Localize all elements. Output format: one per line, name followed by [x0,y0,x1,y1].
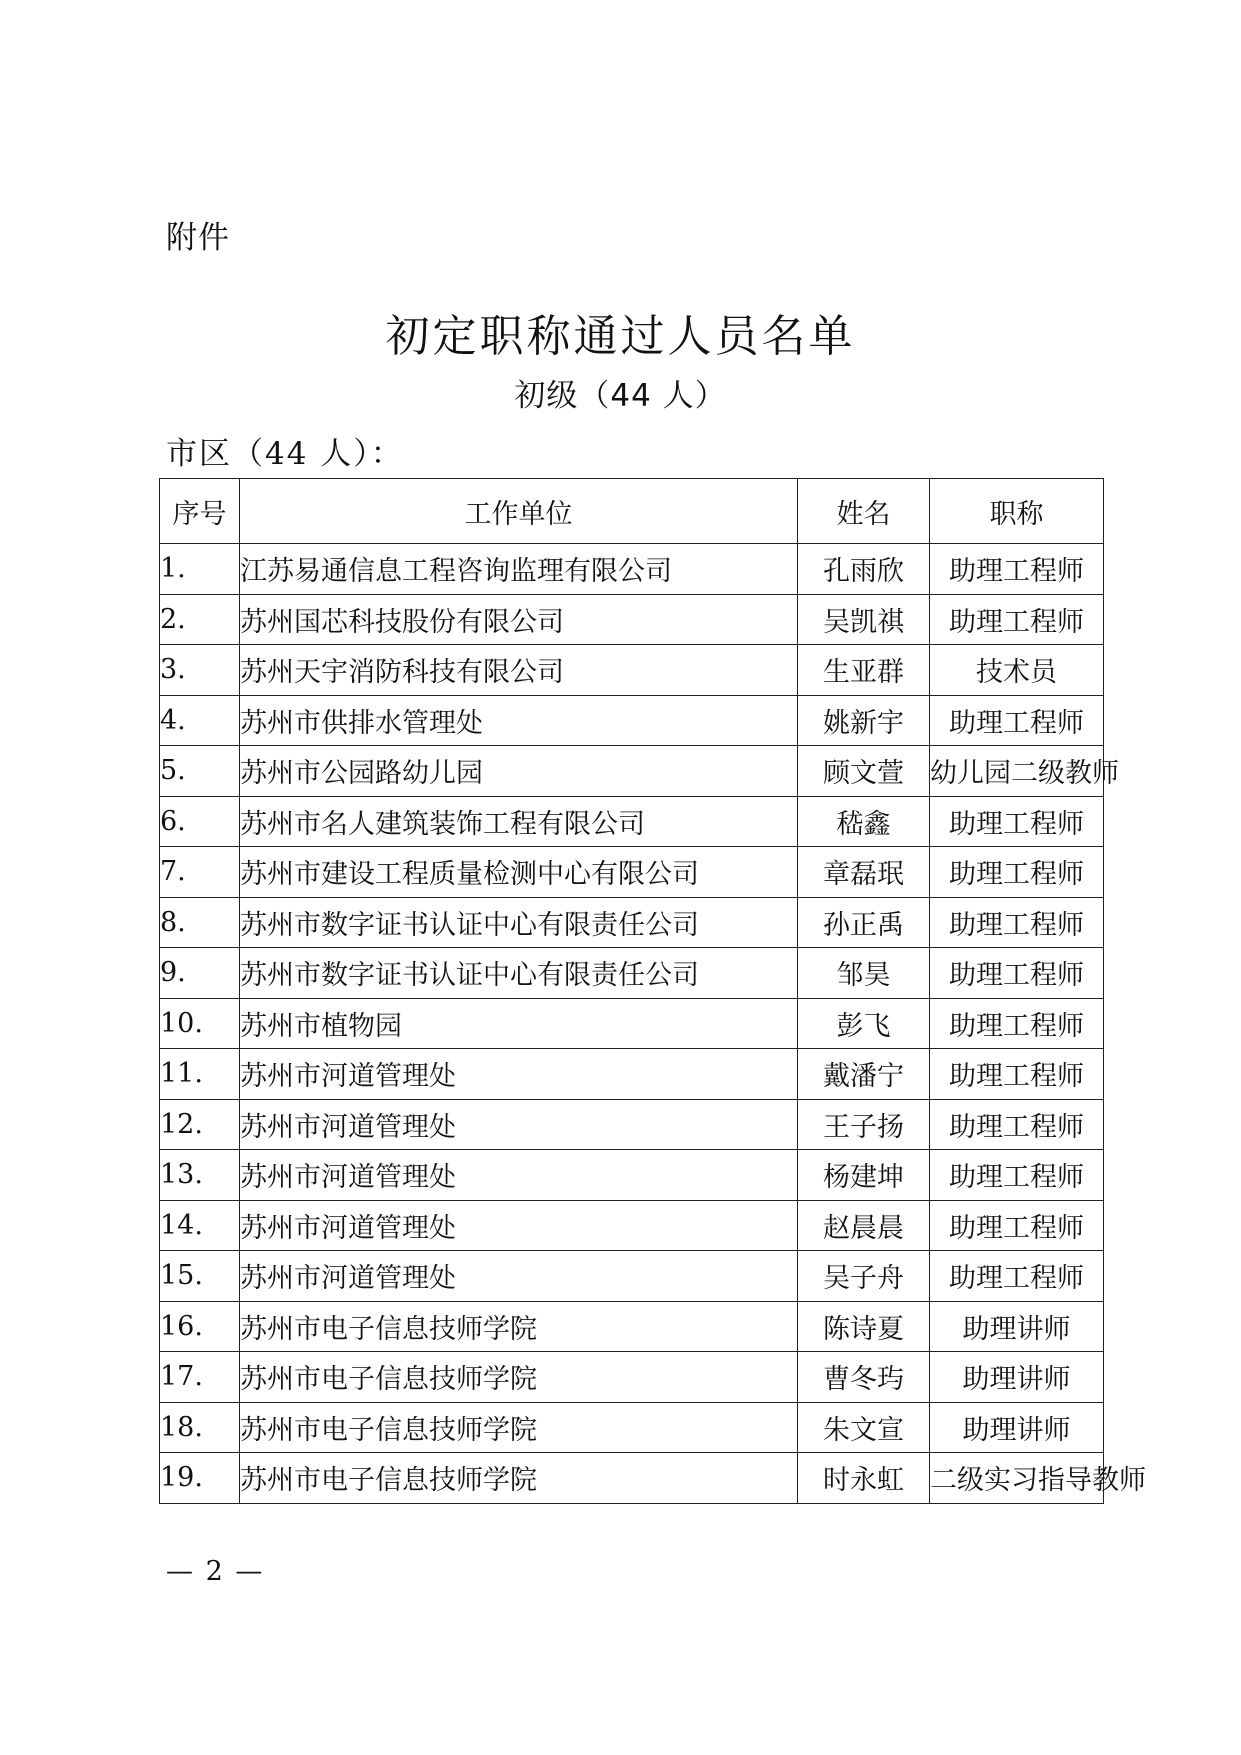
cell-title: 助理工程师 [930,998,1104,1049]
cell-name: 嵇鑫 [798,796,930,847]
cell-name: 时永虹 [798,1453,930,1504]
cell-number: 7. [160,847,240,898]
table-row [160,1049,1104,1100]
cell-number: 6. [160,796,240,847]
cell-unit: 苏州市植物园 [240,998,798,1049]
cell-unit: 苏州市供排水管理处 [240,695,798,746]
cell-number: 19. [160,1453,240,1504]
table-header-row [160,479,1104,544]
region-line: 市区（44 人）： [166,436,404,472]
table-row [160,594,1104,645]
cell-unit: 苏州市河道管理处 [240,1251,798,1302]
cell-name: 杨建坤 [798,1150,930,1201]
cell-name: 吴子舟 [798,1251,930,1302]
cell-unit: 苏州市名人建筑装饰工程有限公司 [240,796,798,847]
column-header-unit: 工作单位 [240,479,798,544]
column-header-title: 职称 [930,479,1104,544]
cell-unit: 苏州市电子信息技师学院 [240,1402,798,1453]
cell-title: 助理工程师 [930,897,1104,948]
document-title: 初定职称通过人员名单 [385,311,856,362]
cell-title: 助理工程师 [930,695,1104,746]
cell-name: 姚新宇 [798,695,930,746]
table-row [160,1352,1104,1403]
cell-title: 助理工程师 [930,1200,1104,1251]
cell-unit: 苏州天宇消防科技有限公司 [240,645,798,696]
cell-title: 技术员 [930,645,1104,696]
cell-name: 王子扬 [798,1099,930,1150]
table-row [160,544,1104,595]
cell-name: 孙正禹 [798,897,930,948]
cell-unit: 苏州市河道管理处 [240,1099,798,1150]
cell-title: 助理工程师 [930,1251,1104,1302]
table-row [160,847,1104,898]
table-row [160,998,1104,1049]
cell-number: 11. [160,1049,240,1100]
cell-name: 彭飞 [798,998,930,1049]
cell-title: 助理工程师 [930,594,1104,645]
cell-number: 9. [160,948,240,999]
cell-title: 幼儿园二级教师 [930,746,1104,797]
cell-number: 10. [160,998,240,1049]
cell-number: 13. [160,1150,240,1201]
column-header-number: 序号 [160,479,240,544]
cell-unit: 苏州市电子信息技师学院 [240,1301,798,1352]
table-row [160,1150,1104,1201]
cell-unit: 苏州市河道管理处 [240,1200,798,1251]
cell-unit: 苏州市电子信息技师学院 [240,1352,798,1403]
cell-unit: 江苏易通信息工程咨询监理有限公司 [240,544,798,595]
table-row [160,1453,1104,1504]
cell-unit: 苏州市建设工程质量检测中心有限公司 [240,847,798,898]
cell-unit: 苏州市电子信息技师学院 [240,1453,798,1504]
cell-title: 助理工程师 [930,544,1104,595]
cell-number: 14. [160,1200,240,1251]
cell-number: 15. [160,1251,240,1302]
cell-name: 曹冬玙 [798,1352,930,1403]
cell-number: 3. [160,645,240,696]
table-row [160,1099,1104,1150]
table-row [160,796,1104,847]
cell-name: 章磊珉 [798,847,930,898]
cell-name: 生亚群 [798,645,930,696]
attachment-label: 附件 [166,220,230,256]
cell-title: 助理工程师 [930,948,1104,999]
table-row [160,948,1104,999]
cell-number: 4. [160,695,240,746]
cell-title: 助理工程师 [930,796,1104,847]
cell-name: 吴凯祺 [798,594,930,645]
cell-name: 孔雨欣 [798,544,930,595]
table-row [160,1200,1104,1251]
table-row [160,1301,1104,1352]
cell-title: 二级实习指导教师 [930,1453,1104,1504]
table-row [160,746,1104,797]
cell-unit: 苏州市公园路幼儿园 [240,746,798,797]
cell-name: 顾文萱 [798,746,930,797]
cell-number: 8. [160,897,240,948]
table-row [160,695,1104,746]
table-row [160,1402,1104,1453]
cell-number: 16. [160,1301,240,1352]
cell-number: 5. [160,746,240,797]
cell-title: 助理讲师 [930,1301,1104,1352]
cell-unit: 苏州市河道管理处 [240,1049,798,1100]
cell-name: 戴潘宁 [798,1049,930,1100]
cell-unit: 苏州市数字证书认证中心有限责任公司 [240,897,798,948]
cell-title: 助理工程师 [930,847,1104,898]
roster-table [159,478,1146,1504]
table-row [160,645,1104,696]
cell-name: 朱文宣 [798,1402,930,1453]
cell-number: 1. [160,544,240,595]
cell-number: 17. [160,1352,240,1403]
cell-title: 助理工程师 [930,1049,1104,1100]
cell-name: 赵晨晨 [798,1200,930,1251]
cell-unit: 苏州国芯科技股份有限公司 [240,594,798,645]
cell-unit: 苏州市数字证书认证中心有限责任公司 [240,948,798,999]
cell-name: 陈诗夏 [798,1301,930,1352]
level-line: 初级（44 人） [514,378,727,414]
cell-title: 助理讲师 [930,1352,1104,1403]
cell-unit: 苏州市河道管理处 [240,1150,798,1201]
cell-number: 2. [160,594,240,645]
table-row [160,1251,1104,1302]
cell-title: 助理讲师 [930,1402,1104,1453]
cell-number: 12. [160,1099,240,1150]
cell-title: 助理工程师 [930,1150,1104,1201]
page-number: — 2 — [166,1556,265,1587]
column-header-name: 姓名 [798,479,930,544]
table-row [160,897,1104,948]
cell-title: 助理工程师 [930,1099,1104,1150]
cell-number: 18. [160,1402,240,1453]
cell-name: 邹昊 [798,948,930,999]
